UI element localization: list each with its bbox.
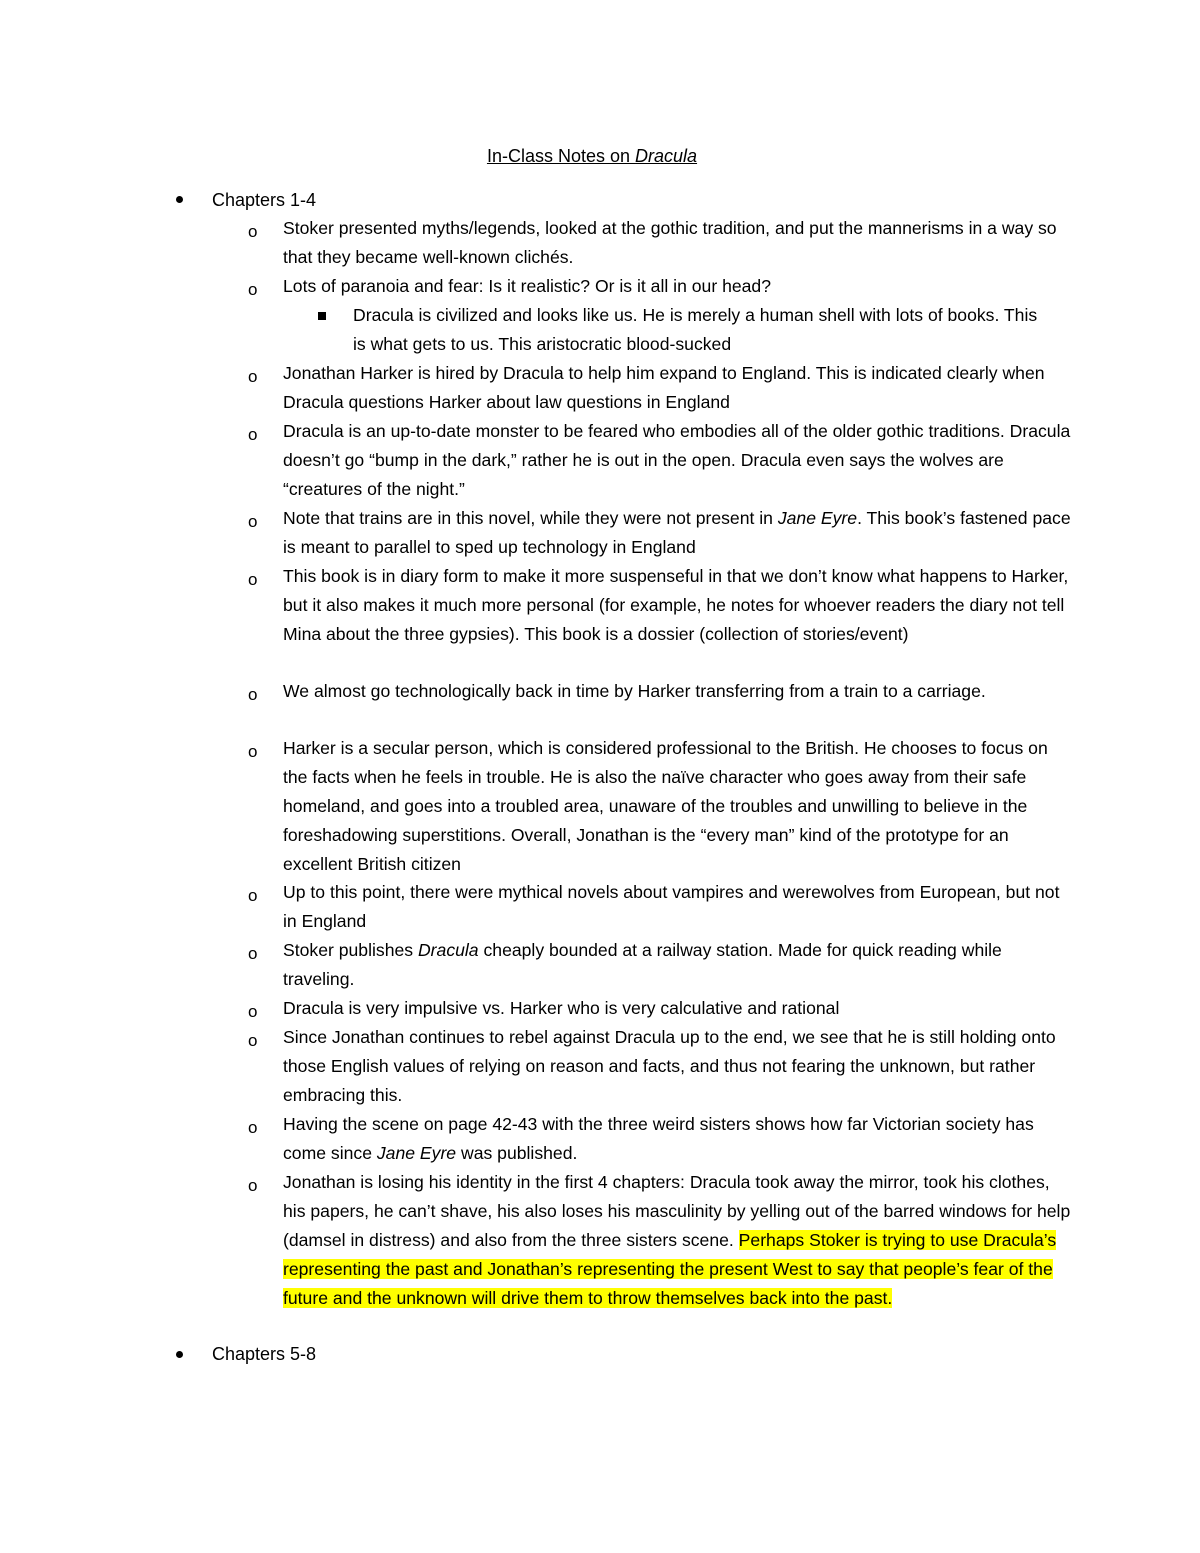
bullet-icon <box>172 192 186 206</box>
circle-bullet-icon: o <box>248 742 258 761</box>
list-item: Having the scene on page 42-43 with the three weird sisters shows how far Victorian society has come since Jane Eyre was published. <box>283 1114 1034 1163</box>
circle-bullet-icon: o <box>248 367 258 386</box>
list-item: Harker is a secular person, which is considered professional to the British. He chooses to focus on the facts when he feels in trouble. He is also the naïve character who goes away from their safe homeland, and goes into a troubled area, unaware of the troubles and unwilling to believe in the foreshadowing superstitions. Overall, Jonathan is the “every man” kind of the prototype for an excellent British citizen <box>283 738 1048 874</box>
circle-bullet-icon: o <box>248 944 258 963</box>
list-item: Jonathan Harker is hired by Dracula to help him expand to England. This is indicated clearly when Dracula questions Harker about law questions in England <box>283 363 1045 412</box>
circle-bullet-icon: o <box>248 222 258 241</box>
list-item: Note that trains are in this novel, while they were not present in Jane Eyre. This book’s fastened pace is meant to parallel to sped up technology in England <box>283 508 1071 557</box>
circle-bullet-icon: o <box>248 1031 258 1050</box>
circle-bullet-icon: o <box>248 1002 258 1021</box>
highlighted-text: Perhaps Stoker is trying to use Dracula’s representing the past and Jonathan’s representing the present West to say that people’s fear of the future and the unknown will drive them to throw themselves back into the past. <box>283 1230 1057 1308</box>
list-item: Lots of paranoia and fear: Is it realistic? Or is it all in our head? <box>283 276 771 296</box>
list-item: Jonathan is losing his identity in the first 4 chapters: Dracula took away the mirror, took his clothes, his papers, he can’t shave, his also loses his masculinity by yelling out of the barred windows for help (damsel in distress) and also from the three sisters scene. Perhaps Stoker is trying to use Dracula’s representing the past and Jonathan’s representing the present West to say that people’s fear of the future and the unknown will drive them to throw themselves back into the past. <box>283 1172 1071 1308</box>
list-item: This book is in diary form to make it more suspenseful in that we don’t know what happens to Harker, but it also makes it much more personal (for example, he notes for whoever readers the diary not tell Mina about the three gypsies). This book is a dossier (collection of stories/event) <box>283 566 1069 644</box>
circle-bullet-icon: o <box>248 1176 258 1195</box>
sub-list-item: Dracula is civilized and looks like us. He is merely a human shell with lots of books. This is what gets to us. This aristocratic blood-sucked <box>353 305 1038 354</box>
list-item: Dracula is very impulsive vs. Harker who is very calculative and rational <box>283 998 840 1018</box>
circle-bullet-icon: o <box>248 512 258 531</box>
list-item: Stoker presented myths/legends, looked at the gothic tradition, and put the mannerisms in a way so that they became well-known clichés. <box>283 218 1057 267</box>
section-heading: Chapters 1-4 <box>212 190 317 210</box>
document-title <box>0 144 1184 168</box>
circle-bullet-icon: o <box>248 886 258 905</box>
list-item: Stoker publishes Dracula cheaply bounded at a railway station. Made for quick reading while traveling. <box>283 940 1002 989</box>
circle-bullet-icon: o <box>248 280 258 299</box>
title-italic: Dracula <box>635 146 698 166</box>
list-item: We almost go technologically back in time by Harker transferring from a train to a carriage. <box>283 681 986 701</box>
title-text: In-Class Notes on <box>486 146 636 166</box>
list-item: Since Jonathan continues to rebel against Dracula up to the end, we see that he is still holding onto those English values of relying on reason and facts, and thus not fearing the unknown, but rather embracing this. <box>283 1027 1056 1105</box>
circle-bullet-icon: o <box>248 570 258 589</box>
circle-bullet-icon: o <box>248 425 258 444</box>
section-heading: Chapters 5-8 <box>212 1344 317 1364</box>
list-item: Dracula is an up-to-date monster to be feared who embodies all of the older gothic traditions. Dracula doesn’t go “bump in the dark,” rather he is out in the open. Dracula even says the wolves are “creatures of the night.” <box>283 421 1071 499</box>
square-bullet-icon <box>318 312 326 320</box>
list-item: Up to this point, there were mythical novels about vampires and werewolves from European, but not in England <box>283 882 1060 931</box>
circle-bullet-icon: o <box>248 685 258 704</box>
bullet-icon <box>172 1347 186 1361</box>
circle-bullet-icon: o <box>248 1118 258 1137</box>
